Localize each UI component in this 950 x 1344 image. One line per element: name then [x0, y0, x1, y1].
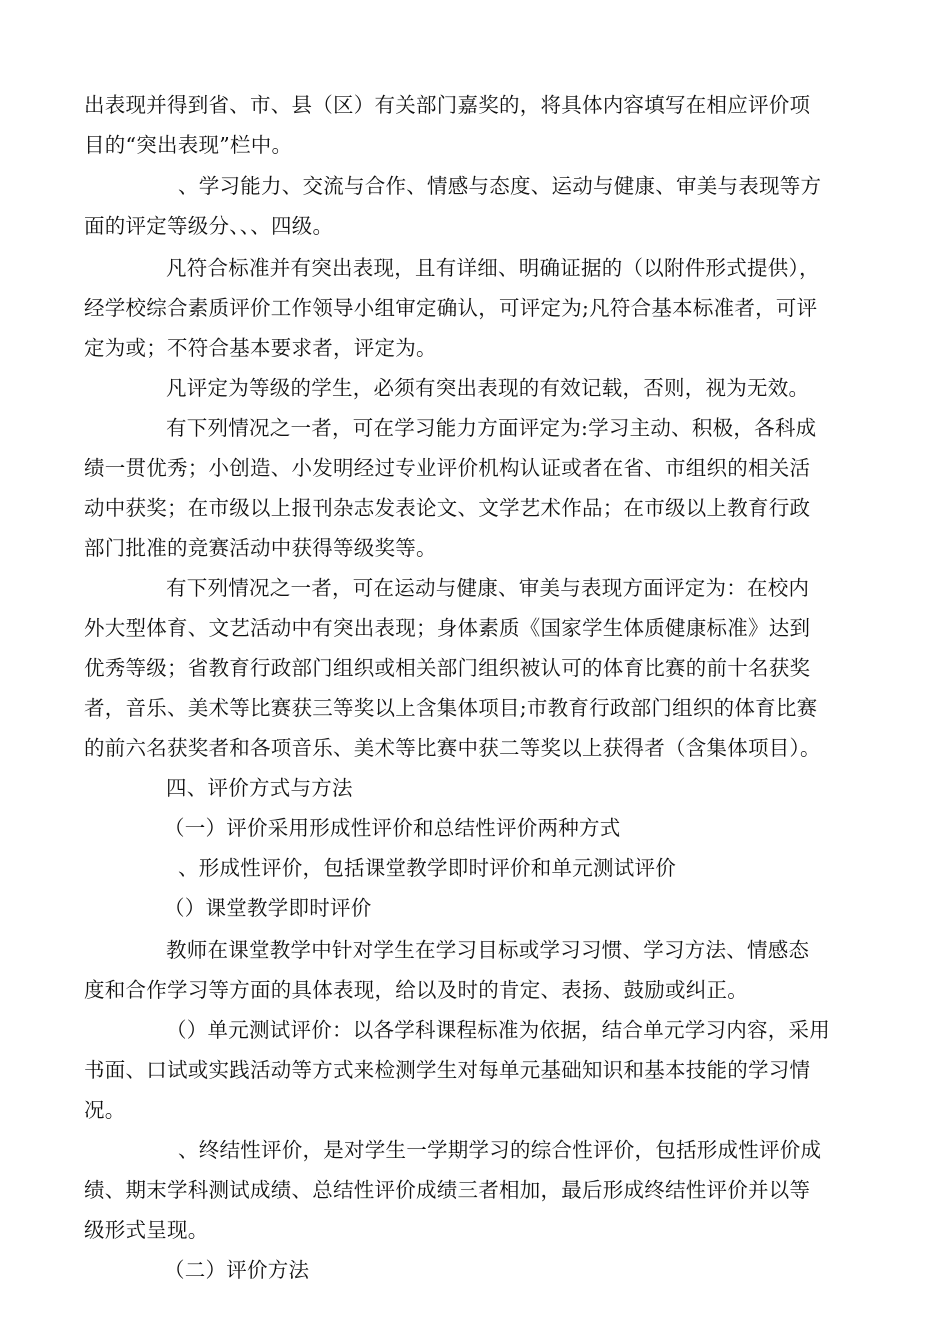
- text-line: 有下列情况之一者，可在运动与健康、审美与表现方面评定为：在校内: [166, 576, 810, 600]
- text-line: 经学校综合素质评价工作领导小组审定确认，可评定为;凡符合基本标准者，可评: [84, 296, 818, 320]
- subheading-formative: [84, 848, 884, 888]
- subheading-methods: [84, 1250, 884, 1290]
- text-line: 定为或；不符合基本要求者，评定为。: [84, 336, 437, 360]
- text-line: 者，音乐、美术等比赛获三等奖以上含集体项目;市教育行政部门组织的体育比赛: [84, 696, 818, 720]
- paragraph-classroom-eval: [84, 930, 884, 1010]
- text-line: 级形式呈现。: [84, 1218, 209, 1242]
- text-line: 动中获奖；在市级以上报刊杂志发表论文、文学艺术作品；在市级以上教育行政: [84, 496, 811, 520]
- paragraph-unit-test: [84, 1010, 884, 1130]
- text-line: 、终结性评价，是对学生一学期学习的综合性评价，包括形成性评价成: [178, 1138, 822, 1162]
- text-line: 部门批准的竞赛活动中获得等级奖等。: [84, 536, 437, 560]
- text-line: 外大型体育、文艺活动中有突出表现；身体素质《国家学生体质健康标准》达到: [84, 616, 811, 640]
- subheading-evaluation-types: [84, 808, 884, 848]
- text-line: （）单元测试评价：以各学科课程标准为依据，结合单元学习内容，采用: [166, 1018, 830, 1042]
- paragraph-grade-levels: [84, 166, 884, 246]
- heading-text: 、形成性评价，包括课堂教学即时评价和单元测试评价: [178, 856, 676, 880]
- text-line: 凡符合标准并有突出表现，且有详细、明确证据的（以附件形式提供），: [166, 256, 820, 280]
- text-line: 面的评定等级分、、、四级。: [84, 214, 334, 238]
- paragraph-summative: [84, 1130, 884, 1250]
- heading-text: （二）评价方法: [164, 1258, 310, 1282]
- text-line: 目的“突出表现”栏中。: [84, 133, 293, 157]
- text-line: 教师在课堂教学中针对学生在学习目标或学习习惯、学习方法、情感态: [166, 938, 810, 962]
- text-line: 凡评定为等级的学生，必须有突出表现的有效记载，否则，视为无效。: [166, 376, 810, 400]
- subheading-classroom-eval: [84, 888, 884, 928]
- heading-text: 四、评价方式与方法: [166, 776, 353, 800]
- text-line: 绩、期末学科测试成绩、总结性评价成绩三者相加，最后形成终结性评价并以等: [84, 1178, 811, 1202]
- text-line: 有下列情况之一者，可在学习能力方面评定为:学习主动、积极，各科成: [166, 416, 817, 440]
- heading-text: （一）评价采用形成性评价和总结性评价两种方式: [164, 816, 621, 840]
- paragraph-valid-record: [84, 368, 884, 408]
- text-line: 出表现并得到省、市、县（区）有关部门嘉奖的，将具体内容填写在相应评价项: [84, 93, 811, 117]
- text-line: 况。: [84, 1098, 126, 1122]
- text-line: 书面、口试或实践活动等方式来检测学生对每单元基础知识和基本技能的学习情: [84, 1058, 811, 1082]
- heading-text: （）课堂教学即时评价: [164, 896, 372, 920]
- text-line: 绩一贯优秀；小创造、小发明经过专业评价机构认证或者在省、市组织的相关活: [84, 456, 811, 480]
- paragraph-commendation-note: [84, 85, 884, 165]
- text-line: 度和合作学习等方面的具体表现，给以及时的肯定、表扬、鼓励或纠正。: [84, 978, 748, 1002]
- text-line: 的前六名获奖者和各项音乐、美术等比赛中获二等奖以上获得者（含集体项目）。: [84, 736, 821, 760]
- text-line: 、学习能力、交流与合作、情感与态度、运动与健康、审美与表现等方: [178, 174, 822, 198]
- text-line: 优秀等级；省教育行政部门组织或相关部门组织被认可的体育比赛的前十名获奖: [84, 656, 811, 680]
- section-heading-four: [84, 768, 884, 808]
- paragraph-grading-criteria: [84, 248, 884, 368]
- paragraph-learning-ability: [84, 408, 884, 568]
- paragraph-sports-arts: [84, 568, 884, 768]
